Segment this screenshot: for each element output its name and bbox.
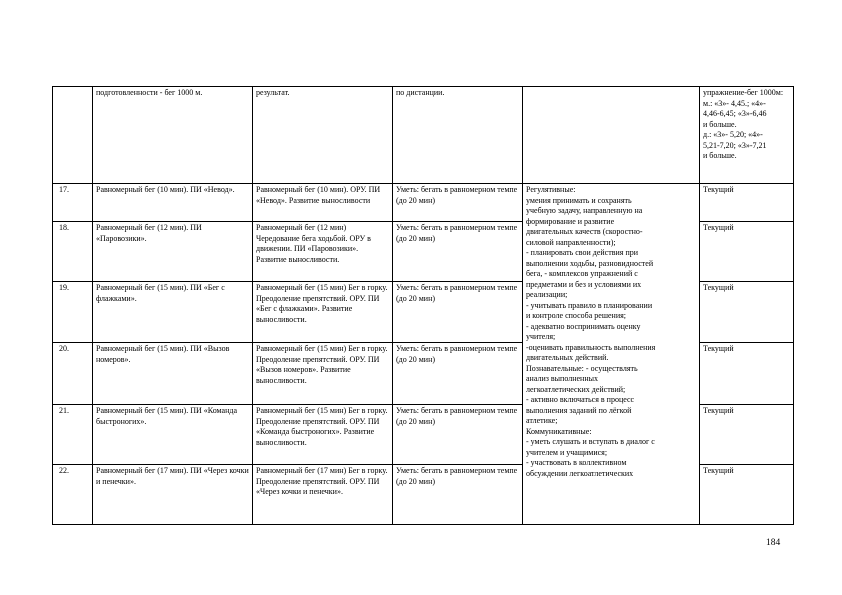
lesson-topic: Равномерный бег (15 мин). ПИ «Бег с флажками». <box>93 282 253 343</box>
lesson-number: 18. <box>53 222 93 282</box>
control-cell: Текущий <box>700 405 794 465</box>
lesson-content: Равномерный бег (10 мин). ОРУ. ПИ «Невод». Развитие выносливости <box>253 184 393 222</box>
norm-line: д.: «3»- 5,20; «4»- <box>703 130 763 139</box>
uud-line: и контроле способа решения; <box>526 311 627 320</box>
norm-line: и больше. <box>703 119 737 129</box>
lesson-number: 20. <box>53 343 93 405</box>
lesson-content: Равномерный бег (15 мин) Бег в горку. Преодоление препятствий. ОРУ. ПИ «Вызов номеров». Развитие выносливости. <box>253 343 393 405</box>
uud-line: учебную задачу, направленную на <box>526 206 643 215</box>
lesson-results: Уметь: бегать в равномерном темпе (до 20 мин) <box>393 405 523 465</box>
lesson-results: Уметь: бегать в равномерном темпе (до 20 мин) <box>393 465 523 525</box>
uud-cell <box>523 87 700 184</box>
page-number: 184 <box>766 538 781 548</box>
norm-line: 4,46-6,45; «3»-6,46 <box>703 109 767 118</box>
uud-line: учителя; <box>526 332 556 341</box>
uud-line: - учитывать правило в планировании <box>526 300 653 310</box>
lesson-results: по дистанции. <box>393 87 523 184</box>
lesson-topic: Равномерный бег (15 мин). ПИ «Команда быстроногих». <box>93 405 253 465</box>
lesson-number: 17. <box>53 184 93 222</box>
control-cell <box>700 87 794 184</box>
lesson-results: Уметь: бегать в равномерном темпе (до 20 мин) <box>393 282 523 343</box>
lesson-content: Равномерный бег (15 мин) Бег в горку. Преодоление препятствий. ОРУ. ПИ «Бег с флажками». Развитие выносливости. <box>253 282 393 343</box>
uud-line: выполнения заданий по лёгкой <box>526 405 632 415</box>
table-row <box>53 184 794 222</box>
lesson-number: 19. <box>53 282 93 343</box>
lesson-topic: подготовленности - бег 1000 м. <box>93 87 253 184</box>
uud-line: реализации; <box>526 290 568 299</box>
lesson-results: Уметь: бегать в равномерном темпе (до 20 мин) <box>393 343 523 405</box>
control-cell: Текущий <box>700 222 794 282</box>
lesson-content: Равномерный бег (12 мин) Чередование бега ходьбой. ОРУ в движении. ПИ «Паровозики». Развитие выносливости. <box>253 222 393 282</box>
uud-line: формирование и развитие <box>526 216 615 226</box>
uud-line: двигательных действий. <box>526 353 609 362</box>
uud-line: предметами и без и условиями их <box>526 279 642 289</box>
norm-line: и больше. <box>703 151 737 160</box>
lesson-number <box>53 87 93 184</box>
uud-line: бега, - комплексов упражнений с <box>526 269 638 278</box>
uud-line: легкоатлетических действий; <box>526 384 626 394</box>
lesson-number: 21. <box>53 405 93 465</box>
uud-line: двигательных качеств (скоростно- <box>526 227 643 236</box>
uud-line: -оценивать правильность выполнения <box>526 342 656 352</box>
lesson-plan-table <box>52 86 794 525</box>
lesson-content: Равномерный бег (15 мин) Бег в горку. Преодоление препятствий. ОРУ. ПИ «Команда быстроногих». Развитие выносливости. <box>253 405 393 465</box>
uud-line: Коммуникативные: <box>526 426 592 436</box>
norm-line: 5,21-7,20; «3»-7,21 <box>703 140 767 150</box>
control-cell: Текущий <box>700 465 794 525</box>
uud-line: Регулятивные: <box>526 185 576 194</box>
lesson-topic: Равномерный бег (15 мин). ПИ «Вызов номеров». <box>93 343 253 405</box>
uud-line: - уметь слушать и вступать в диалог с <box>526 437 655 446</box>
uud-cell <box>523 184 700 525</box>
uud-line: - планировать свои действия при <box>526 248 639 257</box>
uud-line: выполнении ходьбы, разновидностей <box>526 258 654 268</box>
uud-line: силовой направленности); <box>526 237 616 247</box>
lesson-topic: Равномерный бег (12 мин). ПИ «Паровозики». <box>93 222 253 282</box>
uud-line: - активно включаться в процесс <box>526 395 635 404</box>
uud-line: обсуждении легкоатлетических <box>526 468 634 478</box>
uud-line: атлетике; <box>526 416 558 425</box>
uud-line: Познавательные: - осуществлять <box>526 363 638 373</box>
uud-line: - адекватно воспринимать оценку <box>526 321 641 331</box>
control-cell: Текущий <box>700 343 794 405</box>
norm-line: м.: «3»- 4,45.; «4»- <box>703 98 766 108</box>
lesson-number: 22. <box>53 465 93 525</box>
lesson-topic: Равномерный бег (17 мин). ПИ «Через кочки и пенечки». <box>93 465 253 525</box>
lesson-content: Равномерный бег (17 мин) Бег в горку. Преодоление препятствий. ОРУ. ПИ «Через кочки и пенечки». <box>253 465 393 525</box>
control-cell: Текущий <box>700 184 794 222</box>
uud-line: анализ выполненных <box>526 374 598 383</box>
lesson-results: Уметь: бегать в равномерном темпе (до 20 мин) <box>393 222 523 282</box>
lesson-content: результат. <box>253 87 393 184</box>
uud-line: - участвовать в коллективном <box>526 458 627 467</box>
control-cell: Текущий <box>700 282 794 343</box>
lesson-results: Уметь: бегать в равномерном темпе (до 20 мин) <box>393 184 523 222</box>
table-row <box>53 87 794 184</box>
uud-line: умения принимать и сохранять <box>526 195 632 205</box>
uud-line: учителем и учащимися; <box>526 447 608 457</box>
norm-line: упражнение-бег 1000м: <box>703 88 784 97</box>
lesson-topic: Равномерный бег (10 мин). ПИ «Невод». <box>93 184 253 222</box>
